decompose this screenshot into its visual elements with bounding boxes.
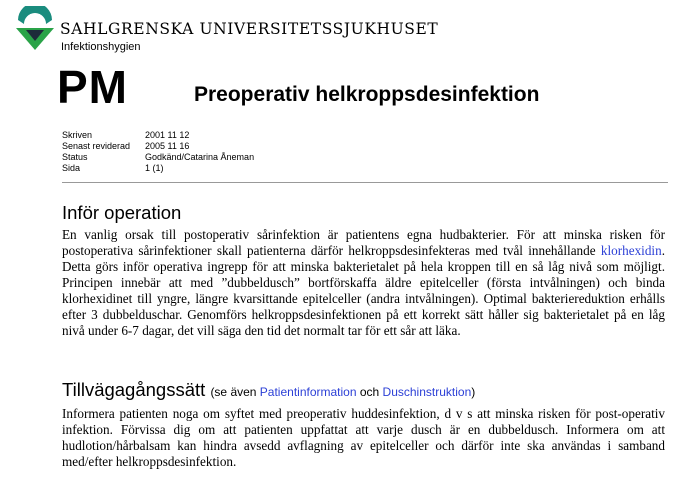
meta-row-revised [62, 141, 254, 152]
meta-row-written [62, 130, 254, 141]
meta-label: Senast reviderad [62, 141, 131, 151]
klorhexidin-link[interactable]: klorhexidin [600, 243, 662, 258]
meta-value: 2005 11 16 [145, 141, 190, 151]
patientinformation-link[interactable]: Patientinformation [259, 385, 357, 399]
meta-label: Status [62, 152, 88, 162]
meta-label: Sida [62, 163, 81, 173]
duschinstruktion-link[interactable]: Duschinstruktion [382, 385, 472, 399]
doc-type-label: PM [57, 61, 128, 113]
meta-value: 1 (1) [145, 163, 164, 173]
section-body-preop [62, 227, 665, 339]
section-body-procedure: Informera patienten noga om syftet med preoperativ huddesinfektion, d v s att minska risken för post-operativ infektion. Förvissa dig om att patienten uppfattat att varje dusch är en dubbeldusch. Informera om att hudlotion/hårbalsam kan hindra avsedd avflagning av epitelceller och därför inte ska användas i samband med/efter helkroppsdesinfektion. [62, 406, 665, 469]
document-title: Preoperativ helkroppsdesinfektion [194, 83, 540, 106]
note-text: (se även [210, 385, 260, 399]
meta-row-page [62, 163, 254, 174]
meta-value: Godkänd/Catarina Åneman [145, 152, 255, 162]
meta-value: 2001 11 12 [145, 130, 190, 140]
heading-text: Tillvägagångssätt [62, 379, 206, 400]
body-text: . Detta görs inför operativa ingrepp för att minska bakterietalet på hela kroppen till en så låg nivå som möjligt. Principen innebär att med ”dubbeldusch” bortförskaffa äldre epitelceller (första intvålningen) och binda klorhexidinet till yngre, längre kvarsittande epitelceller (andra intvålningen). Optimal bakteriereduktion erhålls efter 3 dubbelduschar. Genomförs helkroppsdesinfektionen på ett korrekt sätt håller sig bakterietalet på en låg nivå under 6-7 dagar, det vill säga den tid det normalt tar för ett sår att läka. [62, 243, 665, 338]
note-text: ) [471, 385, 476, 399]
organization-name: SAHLGRENSKA UNIVERSITETSSJUKHUSET [60, 20, 439, 38]
section-heading-procedure [62, 379, 475, 401]
body-text: En vanlig orsak till postoperativ sårinfektion är patientens egna hudbakterier. För att minska risken för postoperativa sårinfektioner skall patienterna därför helkroppsdesinfekteras med tvål innehållande [62, 227, 665, 258]
meta-row-status [62, 152, 254, 163]
section-heading-preop: Inför operation [62, 202, 182, 223]
see-also-note [210, 385, 475, 399]
header-divider [62, 182, 668, 183]
hospital-logo-icon [12, 6, 58, 52]
document-metadata [62, 130, 254, 174]
unit-name: Infektionshygien [61, 41, 141, 53]
note-text: och [356, 385, 383, 399]
meta-label: Skriven [62, 130, 93, 140]
